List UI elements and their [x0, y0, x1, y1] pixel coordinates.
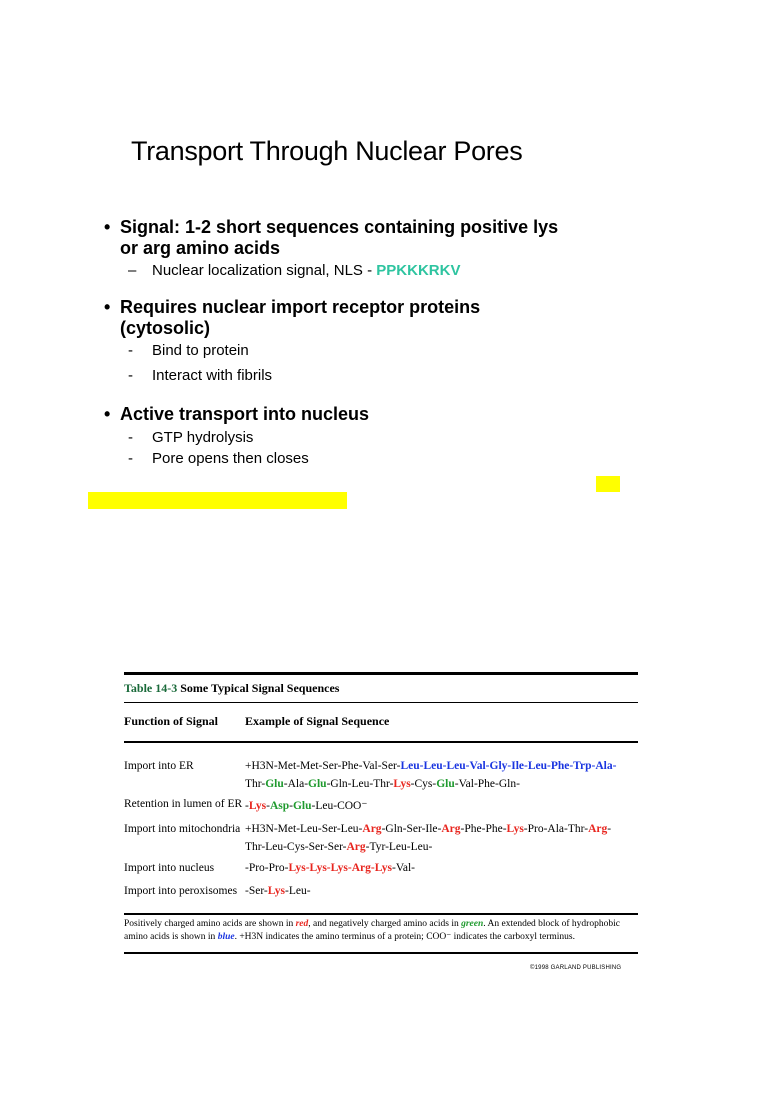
sequence-text: . An extended block of hydrophobic amino acids is shown in	[124, 919, 620, 942]
sub-text: GTP hydrolysis	[152, 429, 254, 446]
sequence-text: -Pro-Ala-Thr-	[523, 823, 589, 835]
sequence-text: +H3N-Met-Leu-Ser-Leu-	[245, 823, 363, 835]
residue-green: Glu	[265, 778, 284, 790]
sequence-text: -	[266, 800, 270, 812]
sequence-text: -Leu-COO⁻	[311, 800, 368, 812]
sub-text: Interact with fibrils	[152, 367, 273, 384]
bullet-marker: •	[104, 297, 111, 317]
sequence-text: Thr-Leu-Cys-Ser-Ser-	[245, 841, 347, 853]
sequence-text: -Gln-Leu-Thr-	[326, 778, 394, 790]
table-foot-rule	[124, 913, 638, 915]
sub-bullet-nls	[128, 262, 460, 280]
residue-blue: blue	[217, 932, 235, 942]
bullet-text: Signal: 1-2 short sequences containing positive lys or arg amino acids	[120, 217, 559, 258]
highlight-mark	[596, 476, 620, 492]
sub-bullet-gtp	[128, 429, 253, 447]
sub-dash: –	[128, 262, 137, 279]
sequence-text: -Gln-Ser-Ile-	[381, 823, 442, 835]
sub-bullet-pore	[128, 450, 309, 468]
sequence-text: -	[607, 823, 612, 835]
row-sequence	[245, 823, 611, 835]
residue-green: Asp	[269, 800, 290, 812]
residue-red: red	[295, 919, 309, 929]
residue-red: Lys	[393, 778, 411, 790]
sequence-text: -Ala-	[283, 778, 309, 790]
residue-red: Lys-Lys-Lys-Arg-Lys	[288, 862, 392, 874]
residue-red: Lys	[506, 823, 524, 835]
residue-red: Arg	[441, 823, 461, 835]
bullet-text: Requires nuclear import receptor proteins (cytosolic)	[120, 297, 481, 338]
table-top-rule	[124, 672, 638, 675]
table-caption	[124, 681, 339, 696]
row-function: Import into nucleus	[124, 862, 215, 874]
residue-red: Lys	[248, 800, 267, 812]
row-sequence	[245, 885, 311, 897]
row-sequence	[245, 798, 367, 812]
row-function: Retention in lumen of ER	[124, 798, 243, 810]
residue-green: Glu	[436, 778, 455, 790]
sequence-text: Positively charged amino acids are shown in	[124, 919, 296, 929]
header-example: Example of Signal Sequence	[245, 714, 390, 728]
sub-text: Pore opens then closes	[152, 450, 309, 467]
sub-dash: -	[128, 342, 133, 359]
residue-red: Arg	[346, 841, 366, 853]
row-sequence	[245, 760, 616, 772]
sub-bullet-bind	[128, 342, 249, 360]
residue-red: Lys	[267, 885, 286, 897]
sequence-text: -Pro-Pro-	[245, 862, 289, 874]
sub-dash: -	[128, 429, 133, 446]
row-function: Import into mitochondria	[124, 823, 241, 835]
copyright: ©1998 GARLAND PUBLISHING	[530, 965, 622, 971]
sub-bullet-fibrils	[128, 367, 272, 385]
sequence-text: -Ser-	[245, 885, 268, 897]
page-title: Transport Through Nuclear Pores	[131, 136, 523, 166]
sequence-text: . +H3N indicates the amino terminus of a protein; COO⁻ indicates the carboxyl terminus.	[234, 932, 575, 942]
sequence-text: , and negatively charged amino acids in	[308, 919, 462, 929]
row-function: Import into peroxisomes	[124, 885, 238, 897]
sub-dash: -	[128, 367, 133, 384]
residue-blue: Leu-Leu-Leu-Val-Gly-Ile-Leu-Phe-Trp-Ala-	[400, 760, 617, 772]
table-number: Table 14-3	[124, 681, 178, 695]
sequence-text: -Val-	[391, 862, 415, 874]
residue-green: Glu	[308, 778, 327, 790]
sequence-text: -Val-Phe-Gln-	[454, 778, 520, 790]
sequence-text: -	[245, 800, 249, 812]
row-function: Import into ER	[124, 760, 194, 772]
sub-dash: -	[128, 450, 133, 467]
sequence-text: -Cys-	[410, 778, 437, 790]
row-sequence	[245, 778, 520, 790]
table-header-rule	[124, 741, 638, 743]
table-footnote	[124, 918, 638, 944]
table-title: Some Typical Signal Sequences	[177, 681, 340, 695]
header-function: Function of Signal	[124, 714, 219, 728]
sequence-text: -	[289, 800, 293, 812]
residue-green: Glu	[292, 800, 312, 812]
sequence-text: +H3N-Met-Met-Ser-Phe-Val-Ser-	[245, 760, 401, 772]
bullet-marker: •	[104, 217, 111, 237]
residue-red: Arg	[362, 823, 382, 835]
residue-green: green	[461, 919, 484, 929]
bullet-text: Active transport into nucleus	[120, 404, 370, 424]
sequence-text: -Leu-	[285, 885, 311, 897]
bullet-marker: •	[104, 404, 111, 424]
row-sequence	[245, 862, 415, 874]
sequence-text: Thr-	[245, 778, 266, 790]
nls-sequence: PPKKKRKV	[376, 262, 461, 279]
sequence-text: -Phe-Phe-	[460, 823, 507, 835]
highlight-bar	[88, 492, 347, 509]
table-rule	[124, 702, 638, 703]
sub-text: Nuclear localization signal, NLS -	[152, 262, 377, 279]
sequence-text: -Tyr-Leu-Leu-	[365, 841, 433, 853]
sub-text: Bind to protein	[152, 342, 249, 359]
table-bottom-rule	[124, 952, 638, 954]
row-sequence	[245, 841, 432, 853]
residue-red: Arg	[588, 823, 608, 835]
